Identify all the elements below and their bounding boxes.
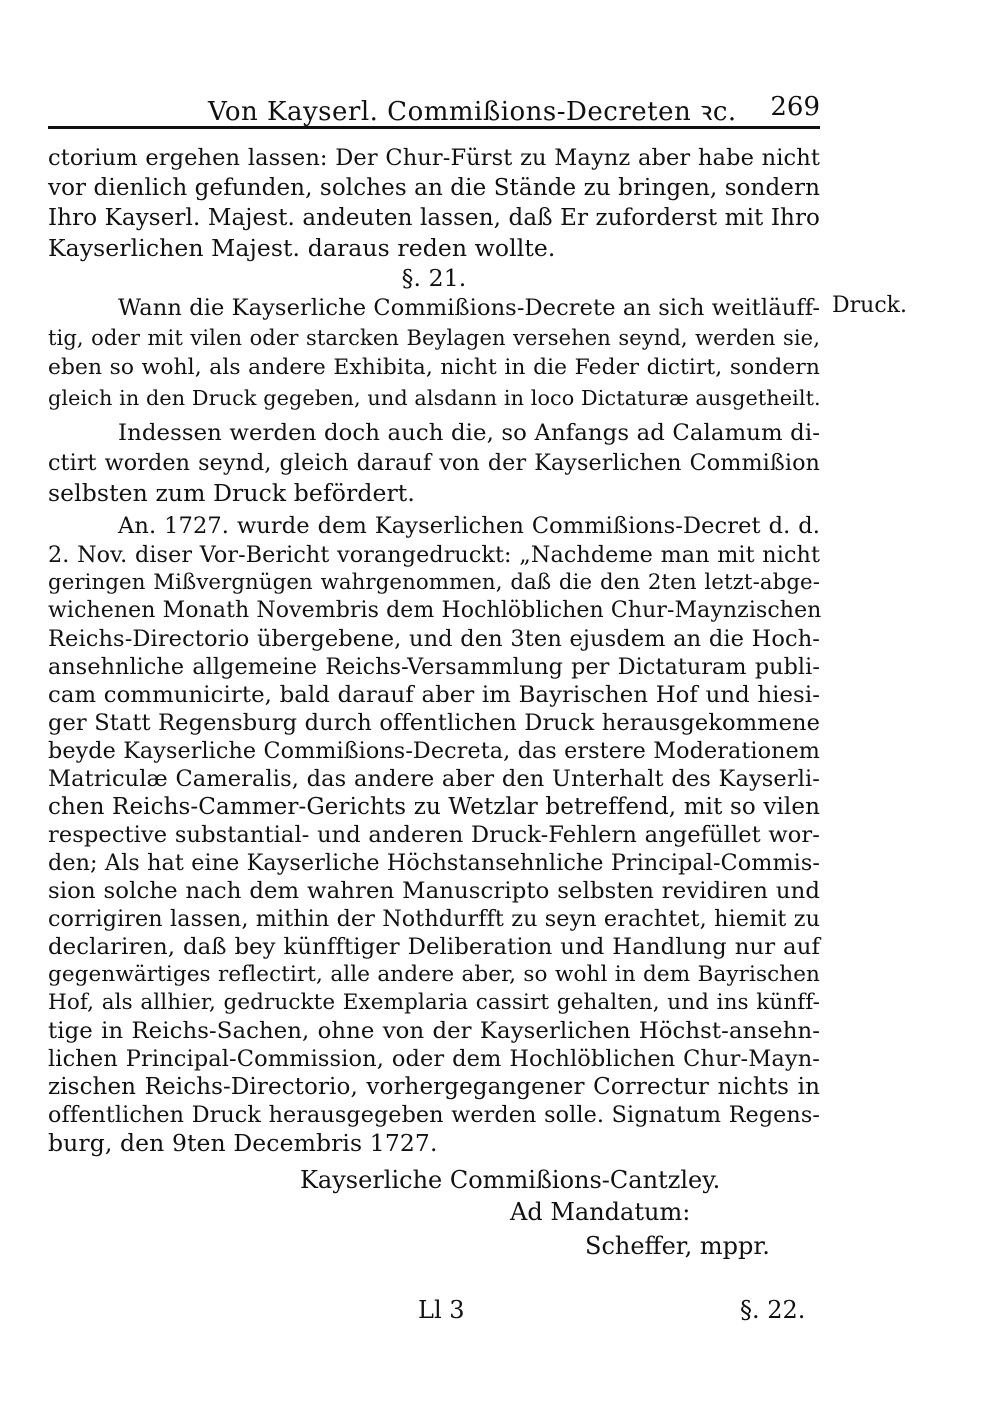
- chancery-line: Kayserliche Commißions-Cantzley.: [300, 1166, 721, 1194]
- signature-mark: Ll 3: [418, 1296, 465, 1324]
- margin-note: Druck.: [832, 293, 907, 318]
- text-line: Wann die Kayserliche Commißions-Decrete an sich weitläuff-: [118, 295, 821, 321]
- mandate-line: Ad Mandatum:: [510, 1198, 691, 1226]
- text-line: ctirt worden seynd, gleich darauf von der Kayserlichen Commißion: [48, 450, 820, 476]
- header-rule: [48, 126, 820, 129]
- text-line: 2. Nov. diser Vor-Bericht vorangedruckt: „Nachdeme man mit nicht: [48, 542, 820, 568]
- text-line: geringen Mißvergnügen wahrgenommen, daß die den 2ten letzt-abge-: [48, 570, 820, 595]
- catchword: §. 22.: [740, 1296, 806, 1324]
- text-line: lichen Principal-Commission, oder dem Hochlöblichen Chur-Mayn-: [48, 1046, 820, 1072]
- text-line: ansehnliche allgemeine Reichs-Versammlung per Dictaturam publi-: [48, 654, 820, 680]
- text-line: gleich in den Druck gegeben, und alsdann in loco Dictaturæ ausgetheilt.: [48, 386, 821, 410]
- text-line: corrigiren lassen, mithin der Nothdurfft zu seyn erachtet, hiemit zu: [48, 906, 820, 932]
- text-line: den; Als hat eine Kayserliche Höchstansehnliche Principal-Commis-: [48, 850, 820, 876]
- text-line: wichenen Monath Novembris dem Hochlöblichen Chur-Maynzischen: [48, 598, 822, 623]
- text-line: vor dienlich gefunden, solches an die Stände zu bringen, sondern: [48, 175, 820, 201]
- text-line: offentlichen Druck herausgegeben werden solle. Signatum Regens-: [48, 1102, 820, 1128]
- section-heading: §. 21.: [401, 264, 467, 292]
- text-line: ger Statt Regensburg durch offentlichen Druck herausgekommene: [48, 710, 820, 736]
- text-line: An. 1727. wurde dem Kayserlichen Commißions-Decret d. d.: [118, 513, 820, 539]
- text-line: tig, oder mit vilen oder starcken Beylagen versehen seynd, werden sie,: [48, 326, 820, 350]
- text-line: zischen Reichs-Directorio, vorhergegangener Correctur nichts in: [48, 1074, 820, 1100]
- text-line: declariren, daß bey künfftiger Deliberation und Handlung nur auf: [48, 934, 820, 960]
- text-line: respective substantial- und anderen Druck-Fehlern angefüllet wor-: [48, 822, 820, 848]
- text-line: Ihro Kayserl. Majest. andeuten lassen, daß Er zuforderst mit Ihro: [48, 205, 820, 231]
- text-line: Kayserlichen Majest. daraus reden wollte.: [48, 234, 556, 262]
- text-line: beyde Kayserliche Commißions-Decreta, das erstere Moderationem: [48, 738, 820, 764]
- text-line: cam communicirte, bald darauf aber im Bayrischen Hof und hiesi-: [48, 682, 820, 708]
- text-line: chen Reichs-Cammer-Gerichts zu Wetzlar betreffend, mit so vilen: [48, 794, 820, 820]
- text-line: Hof, als allhier, gedruckte Exemplaria cassirt gehalten, und ins künff-: [48, 990, 820, 1015]
- text-line: burg, den 9ten Decembris 1727.: [48, 1129, 438, 1157]
- text-line: Reichs-Directorio übergebene, und den 3ten ejusdem an die Hoch-: [48, 626, 820, 652]
- text-line: tige in Reichs-Sachen, ohne von der Kayserlichen Höchst-ansehn-: [48, 1018, 820, 1044]
- text-line: Matriculæ Cameralis, das andere aber den Unterhalt des Kayserli-: [48, 766, 820, 792]
- text-line: selbsten zum Druck befördert.: [48, 479, 415, 507]
- text-line: sion solche nach dem wahren Manuscripto selbsten revidiren und: [48, 878, 820, 904]
- running-head-title: Von Kayserl. Commißions-Decreten ꝛc.: [208, 97, 737, 127]
- signer-line: Scheffer, mppr.: [585, 1232, 770, 1260]
- text-line: eben so wohl, als andere Exhibita, nicht in die Feder dictirt, sondern: [48, 355, 820, 380]
- text-line: ctorium ergehen lassen: Der Chur-Fürst zu Maynz aber habe nicht: [48, 145, 820, 171]
- page-number: 269: [770, 92, 820, 122]
- text-line: gegenwärtiges reflectirt, alle andere aber, so wohl in dem Bayrischen: [48, 962, 820, 987]
- text-line: Indessen werden doch auch die, so Anfangs ad Calamum di-: [118, 420, 820, 446]
